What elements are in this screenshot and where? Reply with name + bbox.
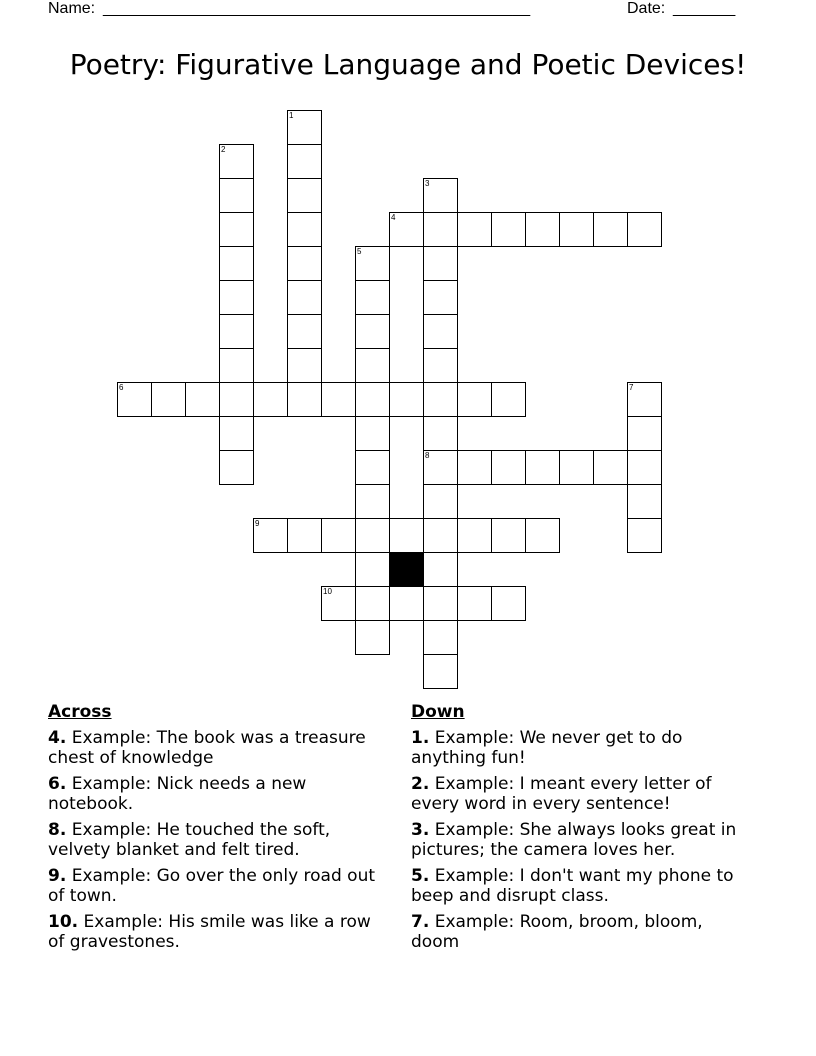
grid-cell[interactable] — [491, 212, 526, 247]
cell-number: 4 — [391, 213, 396, 222]
cell-number: 1 — [289, 111, 294, 120]
grid-cell[interactable] — [185, 382, 220, 417]
grid-cell[interactable] — [355, 484, 390, 519]
grid-cell[interactable] — [389, 212, 424, 247]
cell-number: 2 — [221, 145, 226, 154]
clue-number: 9. — [48, 866, 67, 886]
grid-cell[interactable] — [457, 586, 492, 621]
grid-cell[interactable] — [491, 518, 526, 553]
grid-cell[interactable] — [219, 348, 254, 383]
clue-across-4 — [48, 728, 383, 768]
grid-cell[interactable] — [287, 348, 322, 383]
clue-text: Example: Nick needs a new notebook. — [48, 774, 307, 814]
grid-cell[interactable] — [355, 382, 390, 417]
clue-number: 4. — [48, 728, 67, 748]
grid-cell[interactable] — [423, 654, 458, 689]
clue-text: Example: The book was a treasure chest of knowledge — [48, 728, 366, 768]
clue-number: 8. — [48, 820, 67, 840]
grid-cell[interactable] — [423, 450, 458, 485]
grid-cell[interactable] — [219, 246, 254, 281]
grid-cell[interactable] — [423, 416, 458, 451]
grid-cell[interactable] — [355, 552, 390, 587]
grid-cell[interactable] — [287, 212, 322, 247]
clue-down-2 — [411, 774, 756, 814]
grid-cell[interactable] — [627, 450, 662, 485]
clue-text: Example: Room, broom, bloom, doom — [411, 912, 703, 952]
cell-number: 3 — [425, 179, 430, 188]
grid-cell[interactable] — [287, 178, 322, 213]
clue-text: Example: She always looks great in pictures; the camera loves her. — [411, 820, 737, 860]
grid-cell[interactable] — [219, 416, 254, 451]
grid-cell[interactable] — [423, 178, 458, 213]
cell-number: 7 — [629, 383, 634, 392]
grid-cell[interactable] — [423, 382, 458, 417]
grid-cell[interactable] — [321, 586, 356, 621]
clue-number: 5. — [411, 866, 430, 886]
grid-cell[interactable] — [287, 382, 322, 417]
grid-cell[interactable] — [423, 280, 458, 315]
grid-cell[interactable] — [593, 450, 628, 485]
grid-cell[interactable] — [219, 144, 254, 179]
grid-cell[interactable] — [355, 518, 390, 553]
grid-cell[interactable] — [321, 382, 356, 417]
grid-cell[interactable] — [219, 314, 254, 349]
date-blank-line: _______ — [673, 0, 736, 17]
grid-cell[interactable] — [355, 348, 390, 383]
grid-cell[interactable] — [593, 212, 628, 247]
grid-cell[interactable] — [287, 280, 322, 315]
grid-cell[interactable] — [457, 518, 492, 553]
clue-text: Example: We never get to do anything fun! — [411, 728, 683, 768]
grid-cell[interactable] — [355, 280, 390, 315]
down-clues — [411, 702, 756, 958]
grid-cell[interactable] — [457, 450, 492, 485]
clue-across-8 — [48, 820, 383, 860]
clue-number: 1. — [411, 728, 430, 748]
grid-cell[interactable] — [559, 450, 594, 485]
cell-number: 8 — [425, 451, 430, 460]
cell-number: 9 — [255, 519, 260, 528]
clue-down-3 — [411, 820, 756, 860]
across-clues — [48, 702, 383, 958]
grid-cell[interactable] — [355, 586, 390, 621]
grid-cell[interactable] — [423, 212, 458, 247]
grid-cell[interactable] — [423, 586, 458, 621]
grid-cell[interactable] — [525, 518, 560, 553]
down-heading: Down — [411, 702, 465, 722]
grid-cell[interactable] — [627, 212, 662, 247]
grid-cell[interactable] — [355, 450, 390, 485]
grid-cell[interactable] — [423, 348, 458, 383]
grid-cell[interactable] — [525, 450, 560, 485]
clue-across-9 — [48, 866, 383, 906]
grid-cell[interactable] — [117, 382, 152, 417]
grid-cell[interactable] — [253, 518, 288, 553]
grid-cell[interactable] — [253, 382, 288, 417]
cell-number: 5 — [357, 247, 362, 256]
clue-text: Example: I don't want my phone to beep and disrupt class. — [411, 866, 734, 906]
clue-number: 2. — [411, 774, 430, 794]
clue-text: Example: His smile was like a row of gravestones. — [48, 912, 371, 952]
grid-cell[interactable] — [559, 212, 594, 247]
grid-cell[interactable] — [355, 246, 390, 281]
clue-text: Example: I meant every letter of every word in every sentence! — [411, 774, 712, 814]
grid-cell[interactable] — [219, 178, 254, 213]
grid-cell[interactable] — [423, 552, 458, 587]
grid-cell[interactable] — [423, 518, 458, 553]
clue-text: Example: He touched the soft, velvety blanket and felt tired. — [48, 820, 331, 860]
cell-number: 10 — [323, 587, 332, 596]
grid-cell[interactable] — [627, 382, 662, 417]
clue-down-1 — [411, 728, 756, 768]
grid-cell[interactable] — [423, 484, 458, 519]
grid-cell[interactable] — [287, 144, 322, 179]
grid-cell[interactable] — [491, 586, 526, 621]
clue-number: 6. — [48, 774, 67, 794]
clue-number: 3. — [411, 820, 430, 840]
grid-cell[interactable] — [355, 314, 390, 349]
grid-cell[interactable] — [355, 416, 390, 451]
grid-cell[interactable] — [423, 314, 458, 349]
grid-cell[interactable] — [219, 280, 254, 315]
grid-cell[interactable] — [287, 314, 322, 349]
grid-cell[interactable] — [491, 450, 526, 485]
page-title: Poetry: Figurative Language and Poetic Devices! — [69, 48, 747, 81]
grid-cell[interactable] — [627, 518, 662, 553]
grid-cell[interactable] — [355, 620, 390, 655]
grid-cell[interactable] — [627, 416, 662, 451]
black-cell — [389, 552, 424, 587]
grid-cell[interactable] — [287, 518, 322, 553]
grid-cell[interactable] — [525, 212, 560, 247]
grid-cell[interactable] — [219, 450, 254, 485]
cell-number: 6 — [119, 383, 124, 392]
grid-cell[interactable] — [287, 110, 322, 145]
clue-number: 7. — [411, 912, 430, 932]
grid-cell[interactable] — [321, 518, 356, 553]
grid-cell[interactable] — [457, 382, 492, 417]
name-blank-line: ________________________________________________ — [103, 0, 531, 17]
clue-across-10 — [48, 912, 383, 952]
date-label: Date: — [627, 0, 666, 17]
grid-cell[interactable] — [423, 246, 458, 281]
clue-down-5 — [411, 866, 756, 906]
across-heading: Across — [48, 702, 112, 722]
grid-cell[interactable] — [627, 484, 662, 519]
grid-cell[interactable] — [287, 246, 322, 281]
name-label: Name: — [48, 0, 96, 17]
clue-down-7 — [411, 912, 756, 952]
grid-cell[interactable] — [219, 212, 254, 247]
grid-cell[interactable] — [423, 620, 458, 655]
grid-cell[interactable] — [389, 586, 424, 621]
clue-text: Example: Go over the only road out of town. — [48, 866, 376, 906]
grid-cell[interactable] — [491, 382, 526, 417]
grid-cell[interactable] — [151, 382, 186, 417]
grid-cell[interactable] — [389, 518, 424, 553]
grid-cell[interactable] — [219, 382, 254, 417]
clue-number: 10. — [48, 912, 79, 932]
grid-cell[interactable] — [389, 382, 424, 417]
grid-cell[interactable] — [457, 212, 492, 247]
clue-across-6 — [48, 774, 383, 814]
